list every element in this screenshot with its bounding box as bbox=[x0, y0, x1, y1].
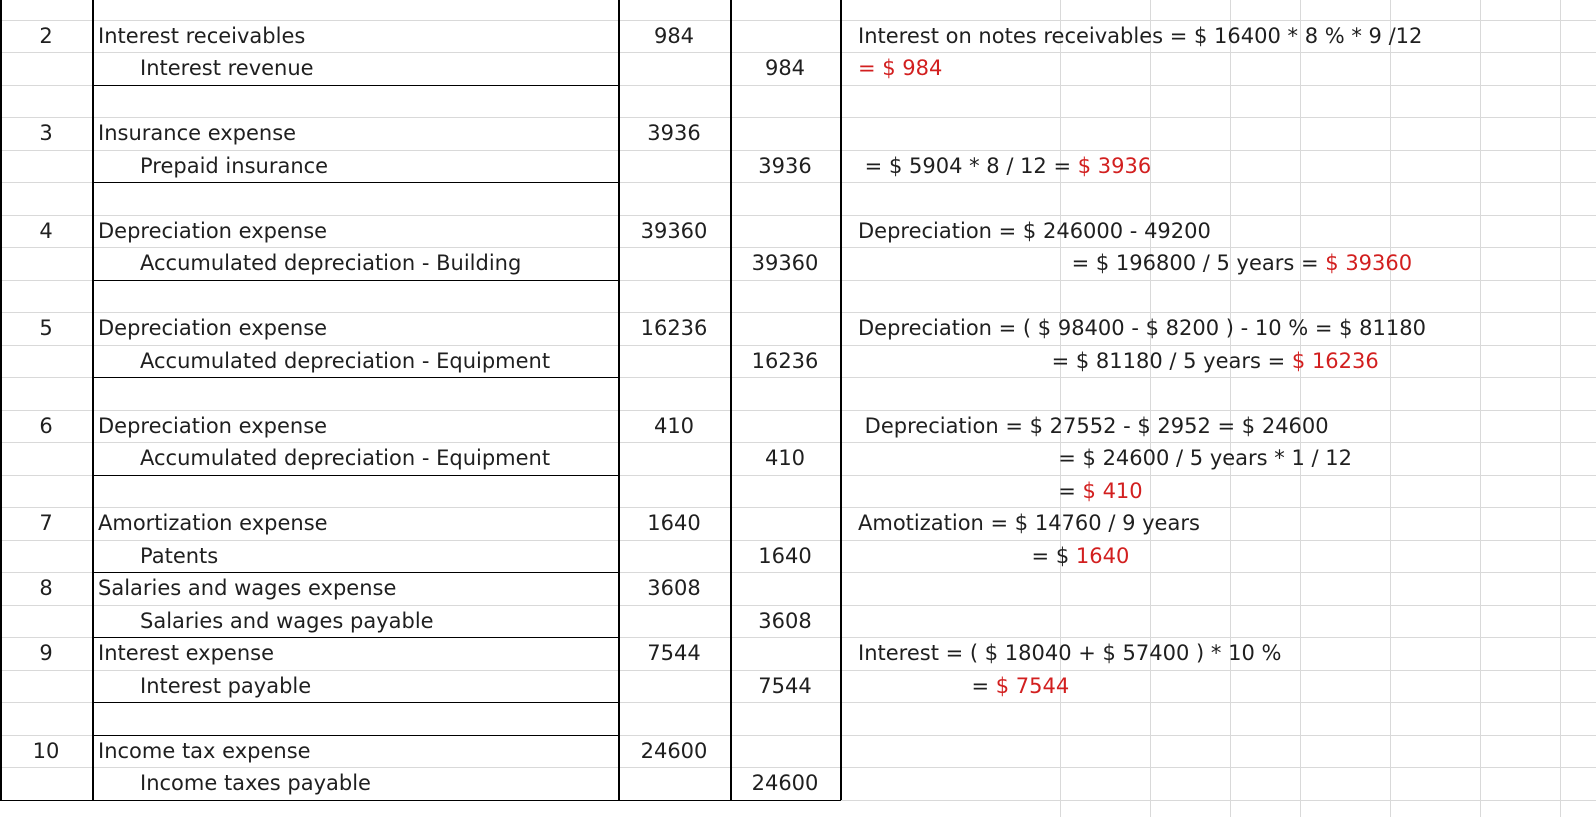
calculation-result: $ 39360 bbox=[1325, 251, 1413, 275]
credit-amount[interactable] bbox=[730, 117, 840, 150]
credit-amount[interactable]: 410 bbox=[764, 446, 806, 470]
debit-amount[interactable]: 24600 bbox=[640, 738, 708, 763]
account-name[interactable]: Interest expense bbox=[98, 641, 274, 665]
table-row bbox=[0, 540, 1596, 573]
calculation-note[interactable] bbox=[858, 507, 1200, 540]
credit-amount[interactable] bbox=[730, 182, 840, 215]
entry-number[interactable]: 7 bbox=[39, 511, 53, 535]
calculation-note[interactable] bbox=[858, 540, 1129, 573]
account-name[interactable]: Prepaid insurance bbox=[140, 153, 329, 178]
entry-separator-line bbox=[92, 280, 618, 281]
entry-number[interactable] bbox=[0, 605, 92, 638]
table-row bbox=[0, 52, 1596, 85]
entry-separator-line bbox=[92, 735, 618, 736]
debit-amount[interactable]: 984 bbox=[653, 23, 695, 48]
account-name[interactable]: Accumulated depreciation - Building bbox=[140, 251, 522, 275]
calculation-note[interactable] bbox=[858, 52, 942, 85]
debit-amount[interactable] bbox=[618, 52, 730, 85]
calculation-text: Amotization = $ 14760 / 9 years bbox=[858, 511, 1200, 535]
debit-amount[interactable] bbox=[618, 442, 730, 475]
debit-amount[interactable] bbox=[618, 540, 730, 573]
credit-amount[interactable] bbox=[730, 280, 840, 313]
entry-number[interactable]: 8 bbox=[39, 576, 53, 600]
calculation-text: Depreciation = $ 246000 - 49200 bbox=[858, 218, 1211, 243]
entry-separator-line bbox=[92, 637, 618, 638]
entry-number[interactable] bbox=[0, 702, 92, 735]
entry-separator-line bbox=[92, 475, 618, 476]
column-border bbox=[92, 0, 94, 800]
entry-separator-line bbox=[92, 182, 618, 183]
account-name[interactable]: Income tax expense bbox=[98, 738, 311, 763]
calculation-result: $ 16236 bbox=[1291, 348, 1379, 373]
calculation-text: Depreciation = ( $ 98400 - $ 8200 ) - 10 % = $ 81180 bbox=[858, 316, 1426, 340]
account-name[interactable]: Interest revenue bbox=[140, 56, 314, 80]
calculation-text: = $ 24600 / 5 years * 1 / 12 bbox=[858, 446, 1352, 470]
debit-amount[interactable]: 410 bbox=[653, 413, 695, 438]
account-name[interactable]: Depreciation expense bbox=[98, 316, 328, 340]
table-row bbox=[0, 572, 1596, 605]
table-row bbox=[0, 20, 1596, 53]
entry-number[interactable]: 6 bbox=[39, 413, 53, 438]
calculation-text: = bbox=[858, 673, 996, 698]
debit-amount[interactable] bbox=[618, 670, 730, 703]
credit-amount[interactable] bbox=[730, 377, 840, 410]
credit-amount[interactable] bbox=[730, 572, 840, 605]
table-row bbox=[0, 312, 1596, 345]
entry-number[interactable]: 5 bbox=[39, 316, 53, 340]
calculation-text: = $ 196800 / 5 years = bbox=[858, 251, 1326, 275]
entry-number[interactable] bbox=[0, 280, 92, 313]
entry-separator-line bbox=[92, 572, 618, 573]
table-row bbox=[0, 0, 1596, 20]
entry-number[interactable] bbox=[0, 442, 92, 475]
credit-amount[interactable] bbox=[730, 410, 840, 443]
credit-amount[interactable] bbox=[730, 507, 840, 540]
table-row bbox=[0, 507, 1596, 540]
calculation-note[interactable] bbox=[858, 150, 1151, 183]
calculation-text: = $ bbox=[858, 543, 1076, 568]
debit-amount[interactable] bbox=[618, 605, 730, 638]
table-border-bottom bbox=[0, 800, 841, 802]
credit-amount[interactable] bbox=[730, 312, 840, 345]
debit-amount[interactable] bbox=[618, 85, 730, 118]
credit-amount[interactable] bbox=[730, 0, 840, 20]
debit-amount[interactable] bbox=[618, 247, 730, 280]
credit-amount[interactable] bbox=[730, 215, 840, 248]
account-name[interactable]: Amortization expense bbox=[98, 511, 328, 535]
credit-amount[interactable]: 984 bbox=[764, 56, 806, 80]
entry-number[interactable] bbox=[0, 767, 92, 800]
account-name[interactable]: Salaries and wages payable bbox=[140, 608, 434, 633]
column-border bbox=[730, 0, 732, 800]
entry-number[interactable] bbox=[0, 182, 92, 215]
table-row bbox=[0, 475, 1596, 508]
entry-number[interactable] bbox=[0, 52, 92, 85]
calculation-text: Interest on notes receivables = $ 16400 * 8 % * 9 /12 bbox=[858, 23, 1423, 48]
calculation-text: Depreciation = $ 27552 - $ 2952 = $ 24600 bbox=[858, 413, 1329, 438]
entry-number[interactable] bbox=[0, 345, 92, 378]
calculation-text: = $ 5904 * 8 / 12 = bbox=[858, 153, 1078, 178]
entry-number[interactable] bbox=[0, 0, 92, 20]
table-row bbox=[0, 702, 1596, 735]
table-row bbox=[0, 670, 1596, 703]
calculation-result: 1640 bbox=[1075, 543, 1130, 568]
entry-number[interactable] bbox=[0, 150, 92, 183]
entry-number[interactable] bbox=[0, 247, 92, 280]
table-row bbox=[0, 605, 1596, 638]
debit-amount[interactable]: 1640 bbox=[647, 511, 701, 535]
account-name[interactable]: Depreciation expense bbox=[98, 413, 328, 438]
entry-separator-line bbox=[92, 377, 618, 378]
calculation-note[interactable] bbox=[858, 442, 1352, 475]
account-name[interactable]: Insurance expense bbox=[98, 121, 297, 145]
table-row bbox=[0, 735, 1596, 768]
calculation-note[interactable] bbox=[858, 215, 1211, 248]
account-name[interactable]: Interest payable bbox=[140, 673, 312, 698]
calculation-text: = $ 81180 / 5 years = bbox=[858, 348, 1292, 373]
table-row bbox=[0, 182, 1596, 215]
table-row bbox=[0, 442, 1596, 475]
calculation-note[interactable] bbox=[858, 20, 1422, 53]
table-row bbox=[0, 215, 1596, 248]
credit-amount[interactable] bbox=[730, 735, 840, 768]
table-row bbox=[0, 247, 1596, 280]
entry-number[interactable] bbox=[0, 377, 92, 410]
table-row bbox=[0, 767, 1596, 800]
debit-amount[interactable] bbox=[618, 475, 730, 508]
account-name[interactable]: Depreciation expense bbox=[98, 218, 328, 243]
table-row bbox=[0, 150, 1596, 183]
debit-amount[interactable] bbox=[618, 767, 730, 800]
entry-number[interactable] bbox=[0, 85, 92, 118]
table-row bbox=[0, 345, 1596, 378]
entry-separator-line bbox=[92, 85, 618, 86]
table-border-left bbox=[0, 0, 2, 800]
debit-amount[interactable] bbox=[618, 377, 730, 410]
calculation-text: Interest = ( $ 18040 + $ 57400 ) * 10 % bbox=[858, 641, 1282, 665]
table-row bbox=[0, 117, 1596, 150]
table-row bbox=[0, 410, 1596, 443]
credit-amount[interactable]: 7544 bbox=[758, 673, 812, 698]
account-name[interactable]: Interest receivables bbox=[98, 23, 306, 48]
credit-amount[interactable]: 16236 bbox=[751, 348, 819, 373]
credit-amount[interactable]: 39360 bbox=[751, 251, 819, 275]
debit-amount[interactable] bbox=[618, 0, 730, 20]
account-name[interactable]: Income taxes payable bbox=[140, 771, 371, 795]
calculation-note[interactable] bbox=[858, 475, 1143, 508]
credit-amount[interactable] bbox=[730, 702, 840, 735]
entry-number[interactable]: 4 bbox=[39, 218, 53, 243]
entry-number[interactable] bbox=[0, 540, 92, 573]
calculation-result: $ 410 bbox=[1082, 478, 1143, 503]
table-row bbox=[0, 377, 1596, 410]
debit-amount[interactable] bbox=[618, 702, 730, 735]
debit-amount[interactable] bbox=[618, 182, 730, 215]
account-name[interactable]: Accumulated depreciation - Equipment bbox=[140, 348, 551, 373]
entry-separator-line bbox=[92, 702, 618, 703]
entry-number[interactable]: 10 bbox=[32, 738, 60, 763]
debit-amount[interactable]: 3936 bbox=[647, 121, 701, 145]
account-name[interactable]: Patents bbox=[140, 543, 219, 568]
entry-number[interactable]: 9 bbox=[39, 641, 53, 665]
column-border bbox=[840, 0, 842, 800]
debit-amount[interactable]: 16236 bbox=[640, 316, 708, 340]
debit-amount[interactable]: 39360 bbox=[640, 218, 708, 243]
credit-amount[interactable]: 3936 bbox=[758, 153, 812, 178]
calculation-note[interactable] bbox=[858, 247, 1412, 280]
credit-amount[interactable] bbox=[730, 85, 840, 118]
calculation-result: = $ 984 bbox=[858, 56, 943, 80]
credit-amount[interactable]: 24600 bbox=[751, 771, 819, 795]
calculation-result: $ 7544 bbox=[995, 673, 1070, 698]
credit-amount[interactable] bbox=[730, 20, 840, 53]
credit-amount[interactable] bbox=[730, 637, 840, 670]
calculation-note[interactable] bbox=[858, 670, 1069, 703]
table-row bbox=[0, 280, 1596, 313]
credit-amount[interactable] bbox=[730, 475, 840, 508]
debit-amount[interactable]: 3608 bbox=[647, 576, 701, 600]
calculation-note[interactable] bbox=[858, 345, 1379, 378]
credit-amount[interactable]: 1640 bbox=[758, 543, 812, 568]
entry-number[interactable]: 2 bbox=[39, 23, 53, 48]
entry-number[interactable]: 3 bbox=[39, 121, 53, 145]
calculation-note[interactable] bbox=[858, 410, 1329, 443]
credit-amount[interactable]: 3608 bbox=[758, 608, 812, 633]
column-border bbox=[618, 0, 620, 800]
debit-amount[interactable]: 7544 bbox=[647, 641, 701, 665]
calculation-result: $ 3936 bbox=[1077, 153, 1152, 178]
entry-number[interactable] bbox=[0, 670, 92, 703]
debit-amount[interactable] bbox=[618, 150, 730, 183]
debit-amount[interactable] bbox=[618, 345, 730, 378]
calculation-note[interactable] bbox=[858, 637, 1281, 670]
table-row bbox=[0, 637, 1596, 670]
calculation-text: = bbox=[858, 478, 1083, 503]
account-name[interactable]: Accumulated depreciation - Equipment bbox=[140, 446, 551, 470]
calculation-note[interactable] bbox=[858, 312, 1426, 345]
entry-number[interactable] bbox=[0, 475, 92, 508]
table-row bbox=[0, 85, 1596, 118]
debit-amount[interactable] bbox=[618, 280, 730, 313]
account-name[interactable]: Salaries and wages expense bbox=[98, 576, 397, 600]
